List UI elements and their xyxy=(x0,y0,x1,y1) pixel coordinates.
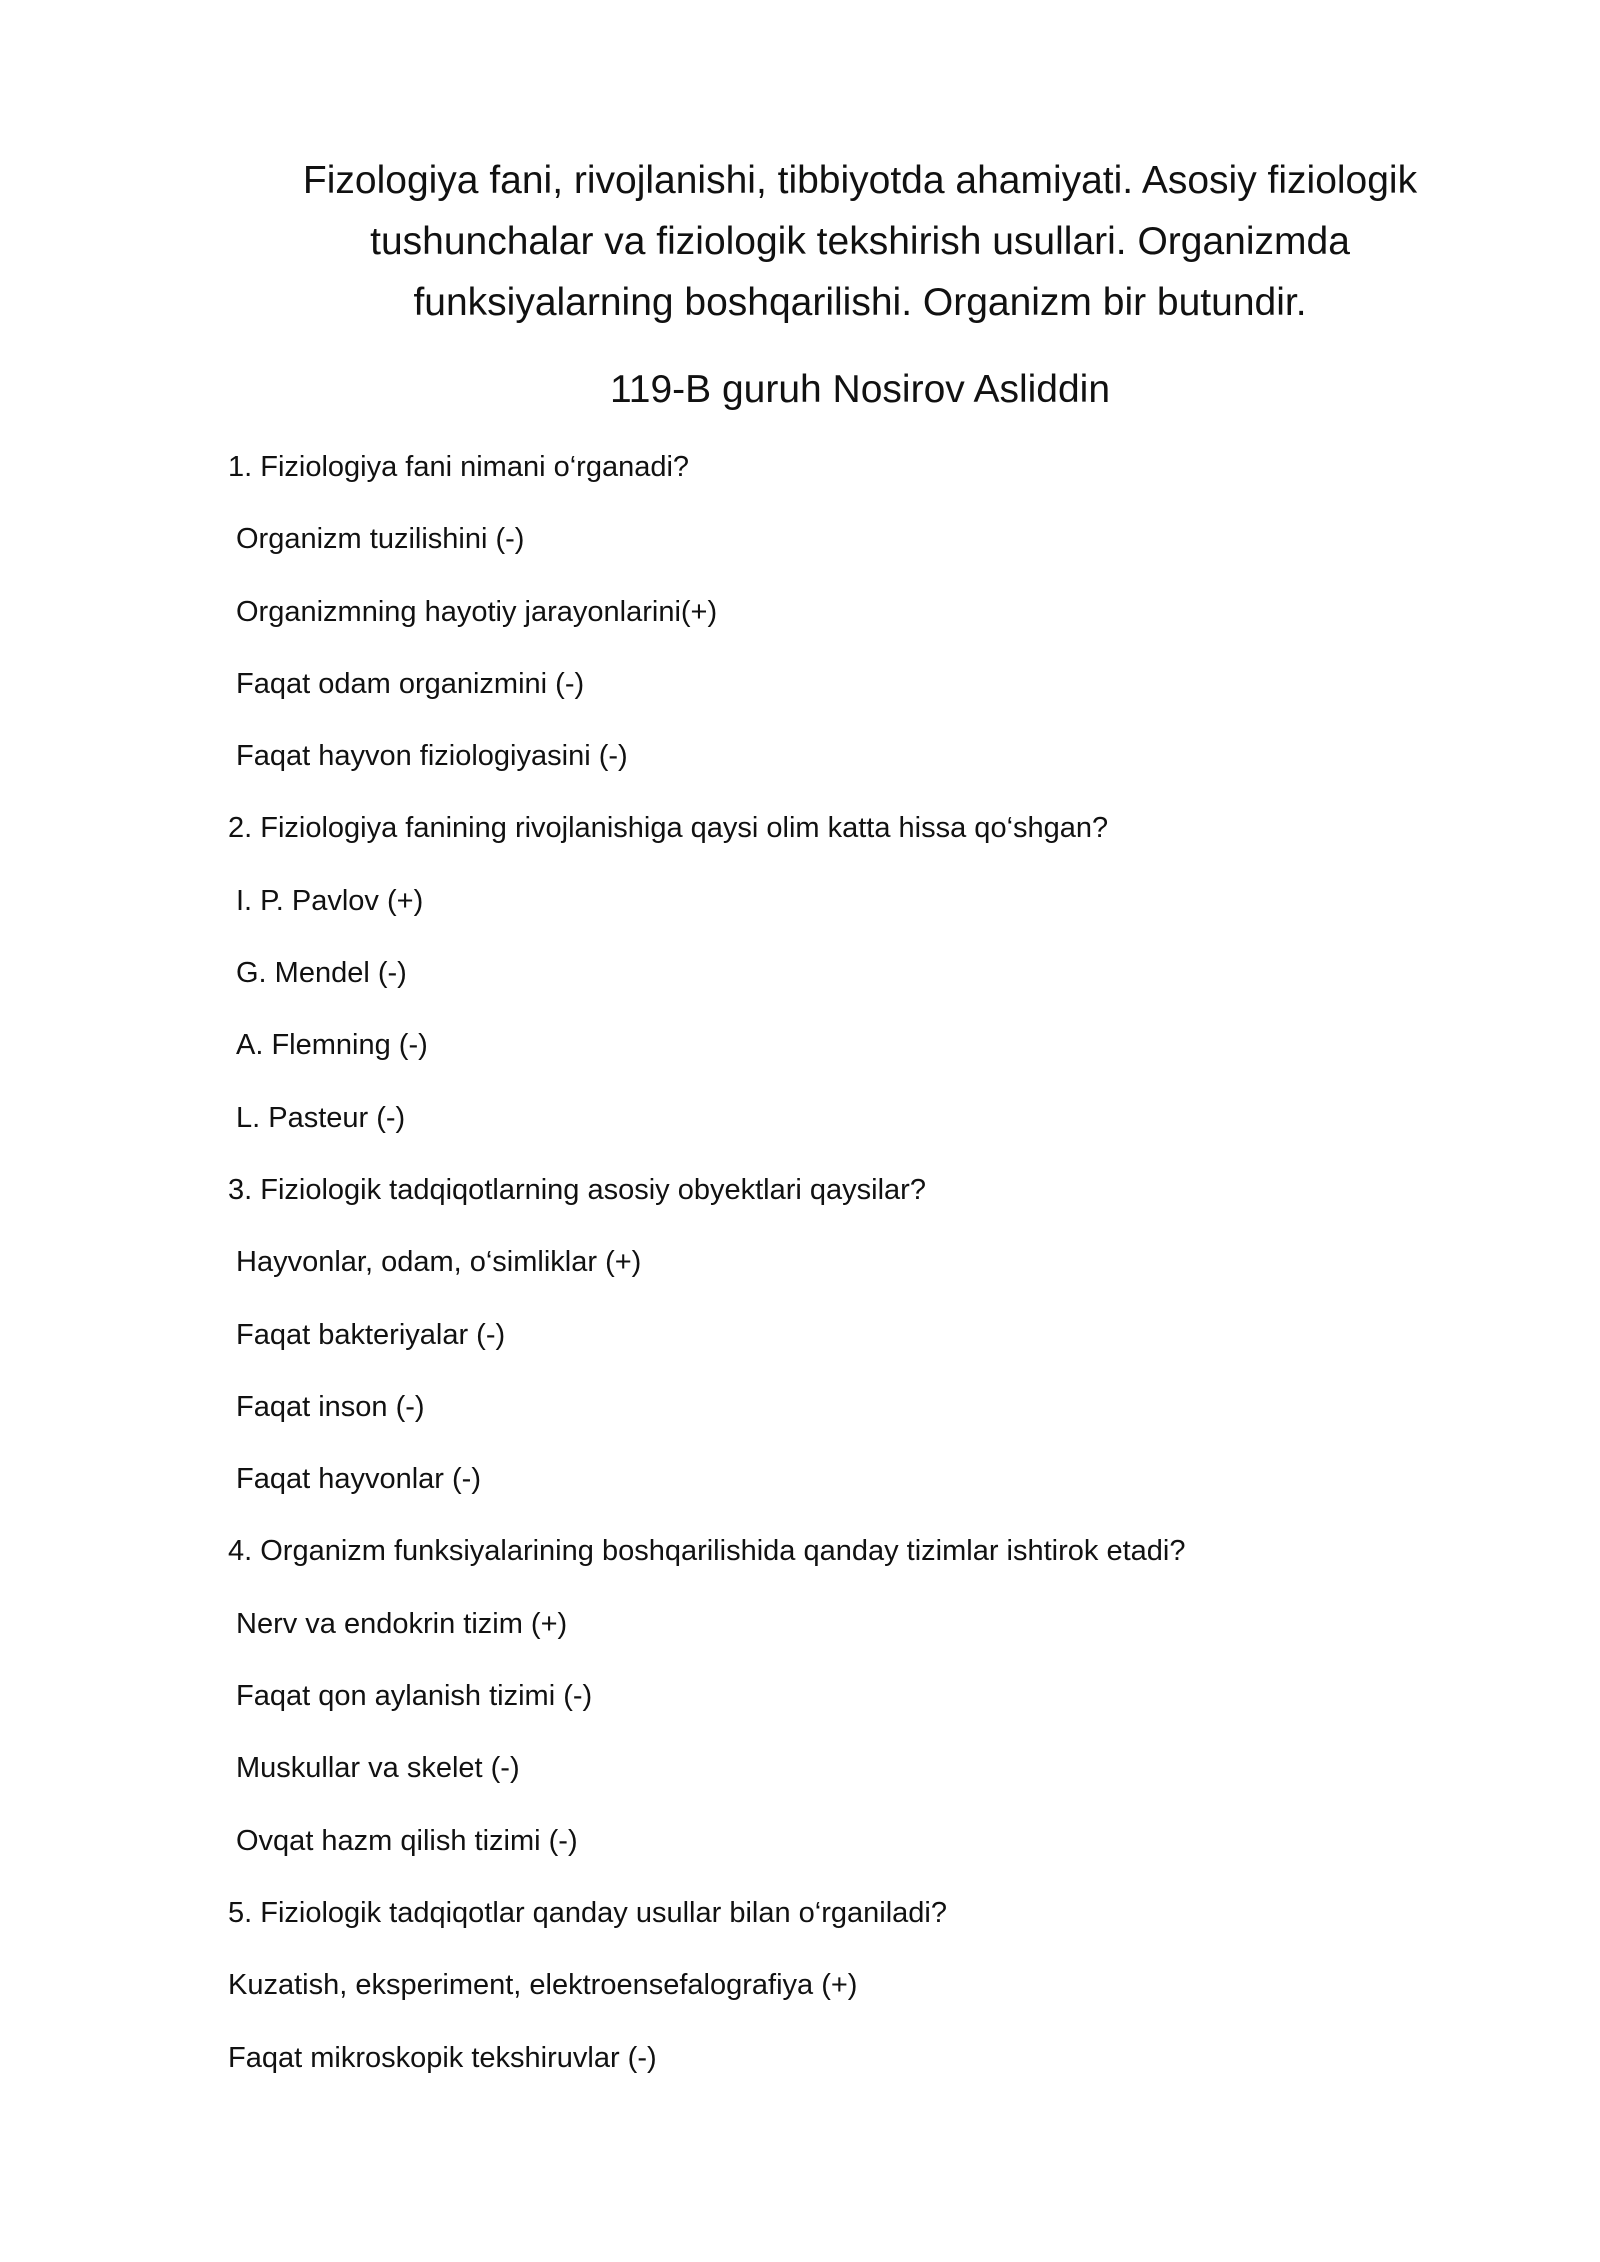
answer-4-2: Faqat qon aylanish tizimi (-) xyxy=(236,1680,593,1713)
answer-5-1: Kuzatish, eksperiment, elektroensefalografiya (+) xyxy=(228,1969,858,2002)
answer-3-4: Faqat hayvonlar (-) xyxy=(236,1463,481,1496)
answer-1-1: Organizm tuzilishini (-) xyxy=(236,523,525,556)
answer-4-4: Ovqat hazm qilish tizimi (-) xyxy=(236,1824,578,1857)
question-4: 4. Organizm funksiyalarining boshqarilishida qanday tizimlar ishtirok etadi? xyxy=(228,1535,1186,1568)
answer-2-4: L. Pasteur (-) xyxy=(236,1101,406,1134)
question-1: 1. Fiziologiya fani nimani o‘rganadi? xyxy=(228,451,690,483)
question-5: 5. Fiziologik tadqiqotlar qanday usullar bilan o‘rganiladi? xyxy=(228,1896,947,1929)
answer-3-3: Faqat inson (-) xyxy=(236,1390,425,1423)
title-line-3: funksiyalarning boshqarilishi. Organizm bir butundir. xyxy=(413,281,1307,324)
question-2: 2. Fiziologiya fanining rivojlanishiga qaysi olim katta hissa qo‘shgan? xyxy=(228,812,1109,845)
answer-1-4: Faqat hayvon fiziologiyasini (-) xyxy=(236,740,628,773)
answer-2-2: G. Mendel (-) xyxy=(236,957,407,990)
document-title xyxy=(250,150,1470,333)
answer-4-3: Muskullar va skelet (-) xyxy=(236,1752,520,1785)
answer-3-1: Hayvonlar, odam, o‘simliklar (+) xyxy=(236,1246,642,1279)
title-line-1: Fizologiya fani, rivojlanishi, tibbiyotda ahamiyati. Asosiy fiziologik xyxy=(302,159,1418,202)
answer-5-2: Faqat mikroskopik tekshiruvlar (-) xyxy=(228,2041,657,2074)
answer-2-1: I. P. Pavlov (+) xyxy=(236,884,424,917)
answer-1-2: Organizmning hayotiy jarayonlarini(+) xyxy=(236,595,718,628)
question-3: 3. Fiziologik tadqiqotlarning asosiy obyektlari qaysilar? xyxy=(228,1173,926,1206)
document-author: 119-B guruh Nosirov Asliddin xyxy=(609,368,1111,411)
answer-1-3: Faqat odam organizmini (-) xyxy=(236,667,585,700)
question-list xyxy=(228,445,1428,2108)
answer-2-3: A. Flemning (-) xyxy=(236,1029,428,1062)
title-line-2: tushunchalar va fiziologik tekshirish usullari. Organizmda xyxy=(370,220,1350,263)
answer-3-2: Faqat bakteriyalar (-) xyxy=(236,1318,506,1351)
answer-4-1: Nerv va endokrin tizim (+) xyxy=(236,1607,568,1640)
